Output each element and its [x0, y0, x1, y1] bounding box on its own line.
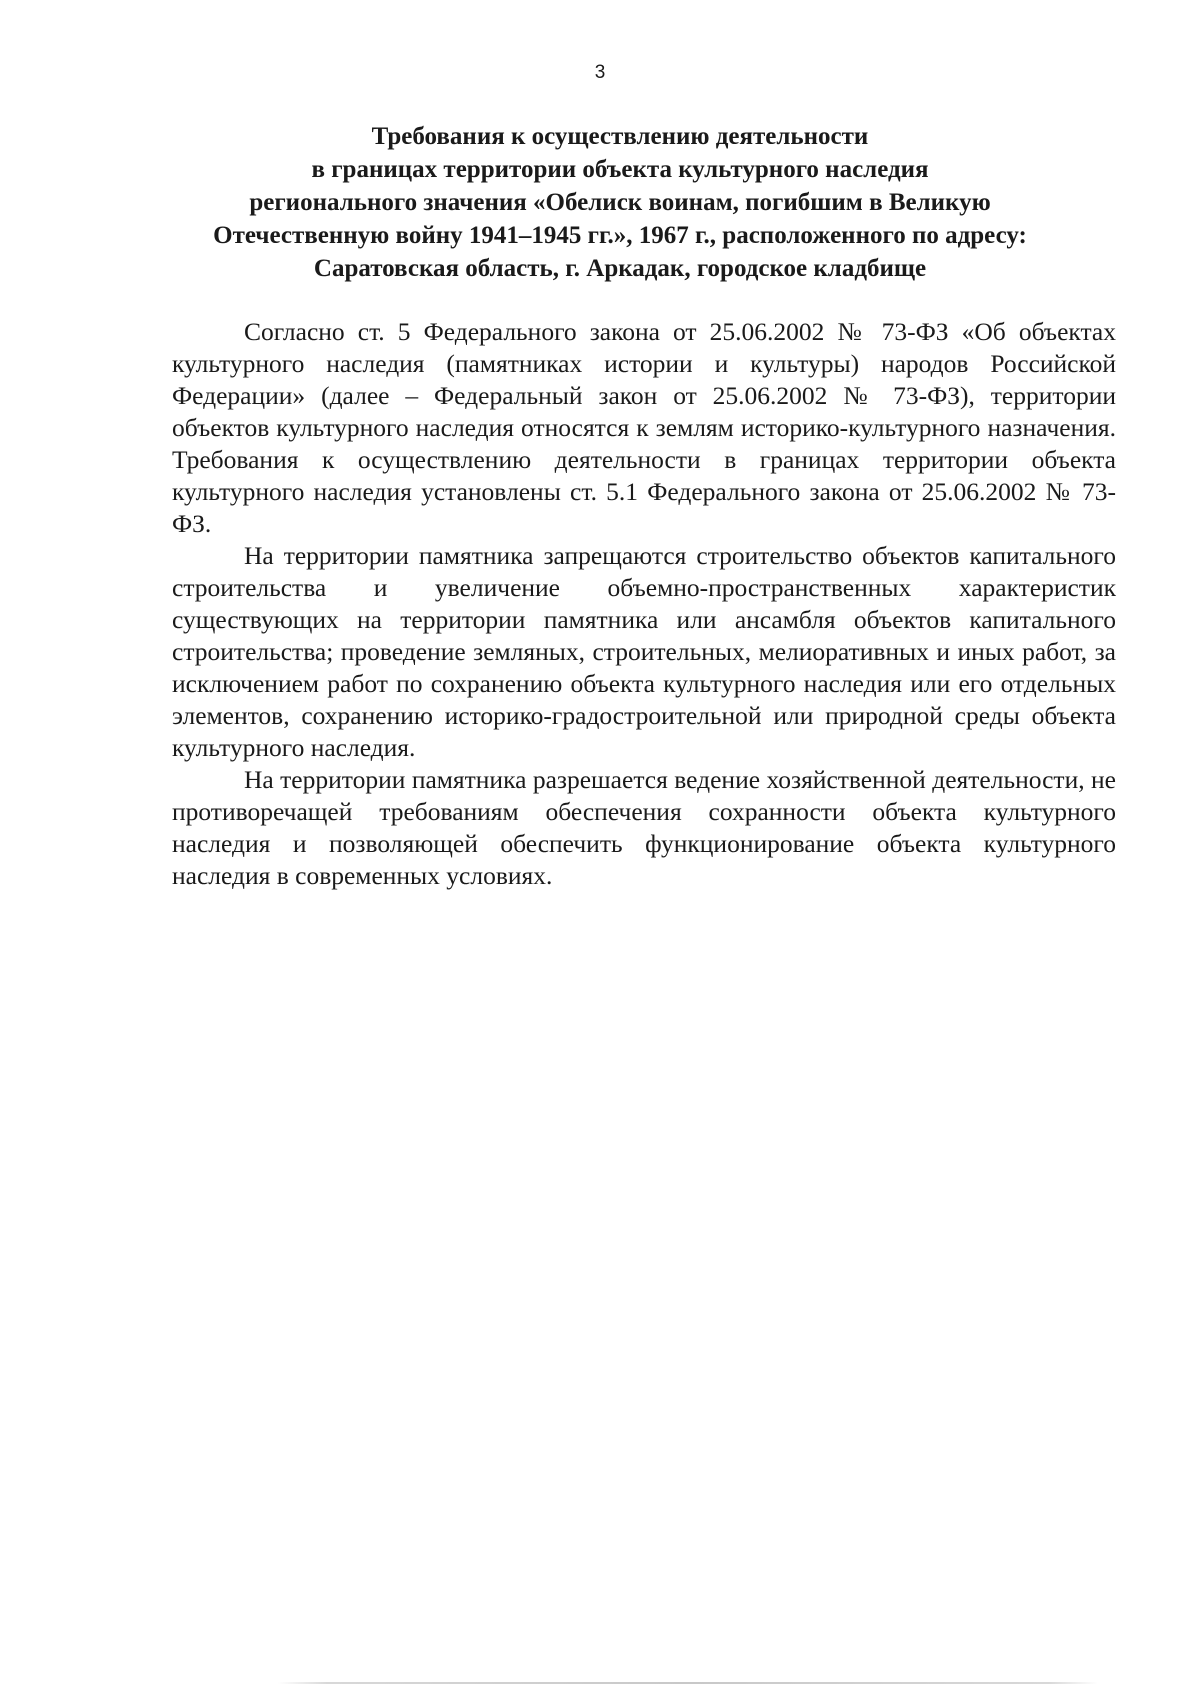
paragraph-permissions: На территории памятника разрешается ведение хозяйственной деятельности, не противоречащей требованиям обеспечения сохранности объекта культурного наследия и позволяющей обеспечить функционирование объекта культурного наследия в современных условиях. — [172, 765, 1116, 890]
paragraph-prohibitions: На территории памятника запрещаются строительство объектов капитального строительства и увеличение объемно-пространственных характеристик существующих на территории памятника или ансамбля объектов капитального строительства; проведение земляных, строительных, мелиоративных и иных работ, за исключением работ по сохранению объекта культурного наследия или его отдельных элементов, сохранению историко-градостроительной или природной среды объекта культурного наследия. — [172, 541, 1116, 762]
scan-artifact-line — [278, 1682, 1098, 1684]
document-body — [172, 316, 1116, 892]
title-line: регионального значения «Обелиск воинам, погибшим в Великую — [249, 189, 991, 216]
document-title — [150, 120, 1090, 285]
paragraph-legal-basis: Согласно ст. 5 Федерального закона от 25.06.2002 № 73-ФЗ «Об объектах культурного наследия (памятниках истории и культуры) народов Российской Федерации» (далее – Федеральный закон от 25.06.2002 № 73-ФЗ), территории объектов культурного наследия относятся к землям историко-культурного назначения. Требования к осуществлению деятельности в границах территории объекта культурного наследия установлены ст. 5.1 Федерального закона от 25.06.2002 № 73-ФЗ. — [172, 317, 1116, 538]
title-line: в границах территории объекта культурного наследия — [311, 156, 929, 183]
title-line: Саратовская область, г. Аркадак, городское кладбище — [313, 255, 927, 282]
page-number: 3 — [594, 62, 606, 83]
title-line: Требования к осуществлению деятельности — [371, 123, 869, 150]
title-line: Отечественную войну 1941–1945 гг.», 1967 г., расположенного по адресу: — [213, 222, 1027, 249]
